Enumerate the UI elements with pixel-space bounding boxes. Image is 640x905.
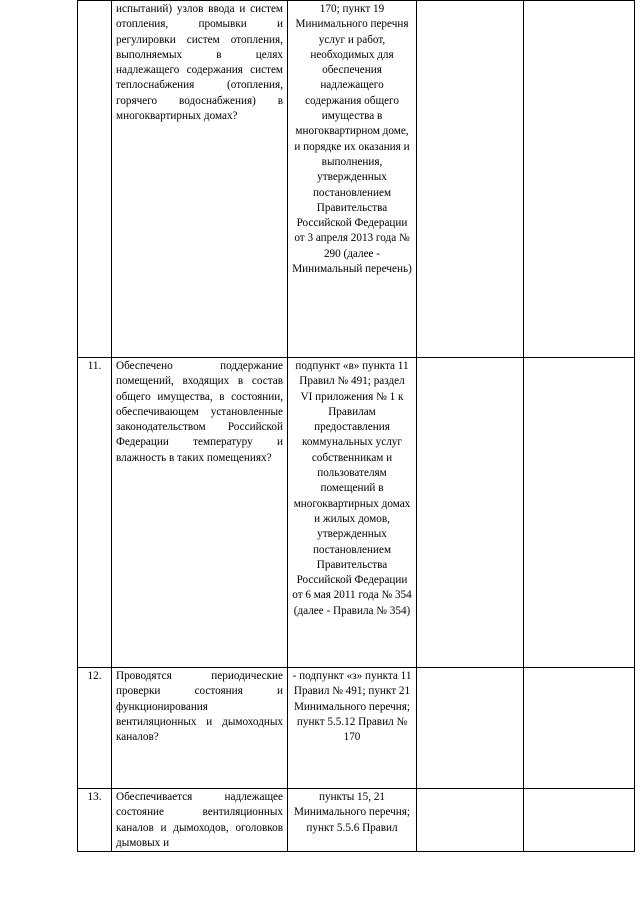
answer-cell (417, 1, 524, 358)
question-text: испытаний) узлов ввода и систем отопления, промывки и регулировки систем отопления, выполняемых в целях надлежащего содержания систем теплоснабжения (отопления, горячего водоснабжения) в многоквартирных домах? (112, 1, 288, 358)
row-number: 11. (78, 358, 112, 668)
checklist-table (77, 0, 635, 852)
table-row (78, 358, 635, 668)
table-row (78, 668, 635, 789)
question-text: Обеспечено поддержание помещений, входящих в состав общего имущества, в состоянии, обеспечивающем установленные законодательством Российской Федерации температуру и влажность в таких помещениях? (112, 358, 288, 668)
legal-reference: подпункт «в» пункта 11 Правил № 491; раздел VI приложения № 1 к Правилам предоставления коммунальных услуг собственникам и пользователям помещений в многоквартирных домах и жилых домов, утвержденных постановлением Правительства Российской Федерации от 6 мая 2011 года № 354 (далее - Правила № 354) (288, 358, 417, 668)
legal-reference: пункты 15, 21 Минимального перечня; пункт 5.5.6 Правил (288, 789, 417, 852)
row-number: 13. (78, 789, 112, 852)
legal-reference: 170; пункт 19 Минимального перечня услуг и работ, необходимых для обеспечения надлежащего содержания общего имущества в многоквартирном доме, и порядке их оказания и выполнения, утвержденных постановлением Правительства Российской Федерации от 3 апреля 2013 года № 290 (далее - Минимальный перечень) (288, 1, 417, 358)
table-row (78, 1, 635, 358)
answer-cell (417, 789, 524, 852)
question-text: Проводятся периодические проверки состояния и функционирования вентиляционных и дымоходных каналов? (112, 668, 288, 789)
answer-cell (417, 668, 524, 789)
question-text: Обеспечивается надлежащее состояние вентиляционных каналов и дымоходов, оголовков дымовых и (112, 789, 288, 852)
note-cell (524, 358, 635, 668)
row-number: 12. (78, 668, 112, 789)
row-number (78, 1, 112, 358)
note-cell (524, 1, 635, 358)
legal-reference: - подпункт «з» пункта 11 Правил № 491; пункт 21 Минимального перечня; пункт 5.5.12 Правил № 170 (288, 668, 417, 789)
answer-cell (417, 358, 524, 668)
note-cell (524, 789, 635, 852)
table-row (78, 789, 635, 852)
note-cell (524, 668, 635, 789)
